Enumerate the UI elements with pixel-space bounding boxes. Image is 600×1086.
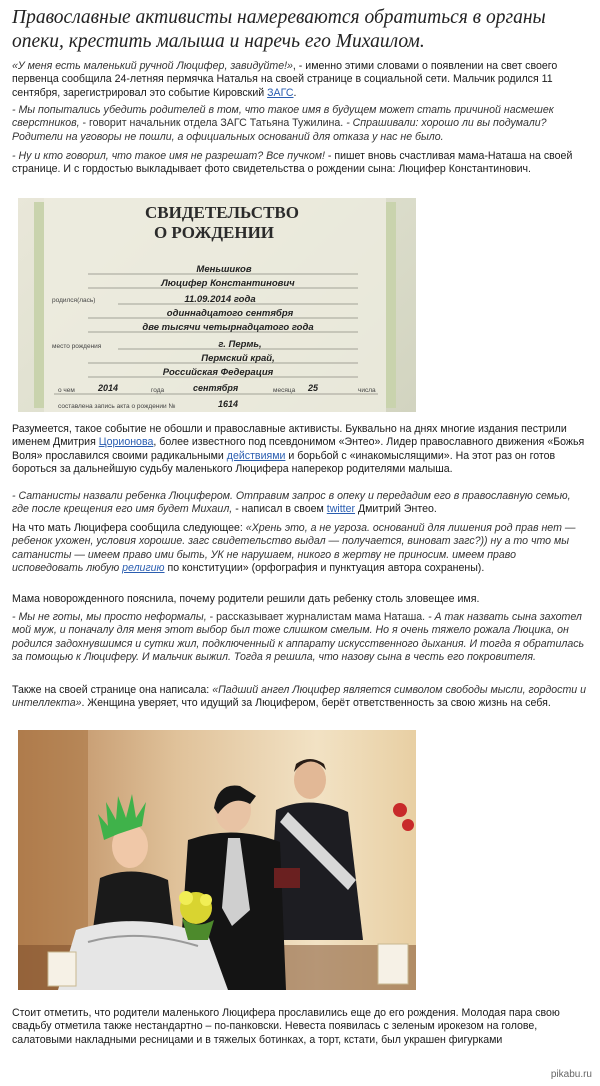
cert-date-words-1: одиннадцатого сентября <box>166 308 294 319</box>
cert-date-words-2: две тысячи четырнадцатого года <box>142 322 314 333</box>
paragraph-10: Стоит отметить, что родители маленького Люцифера прославились еще до его рождения. Молодая пара свою свадьбу отметила также нестандартно – по-панковски. Невеста появилась с зеленым ирокезом на голове, салатовыми накладными ресницами и в тяжелых ботинках, а торт, кстати, был украшен фигурками <box>12 1007 560 1046</box>
text: - написал в своем <box>232 503 327 516</box>
text: . <box>293 86 297 99</box>
quote: - Мы попытались убедить родителей в том, что такое имя в будущем может стать причиной насмешек сверстников, <box>12 104 554 130</box>
chair <box>378 944 408 984</box>
cert-born-label: родился(лась) <box>52 297 96 304</box>
cert-region: Пермский край, <box>201 353 275 364</box>
bouquet-flower <box>179 891 193 905</box>
cert-city: г. Пермь, <box>218 339 262 350</box>
cert-place-label: место рождения <box>52 343 102 350</box>
cert-day-label: числа <box>358 387 376 394</box>
chair <box>48 952 76 986</box>
wedding-photo <box>18 730 416 990</box>
text: - говорит начальник отдела ЗАГС Татьяна Тужилина. <box>82 117 347 130</box>
bouquet-flower <box>200 894 212 906</box>
paragraph-7: Мама новорожденного пояснила, почему родители решили дать ребенку столь зловещее имя. <box>12 593 480 605</box>
cert-record-day: 25 <box>308 383 319 393</box>
cert-record-month: сентября <box>193 383 239 393</box>
actions-link[interactable]: действиями <box>226 449 286 462</box>
paragraph-3 <box>12 150 587 177</box>
paragraph-4 <box>12 423 587 477</box>
quote: «Падший ангел Люцифер является символом свободы мысли, гордости и интеллекта» <box>12 684 587 710</box>
quote: - Мы не готы, мы просто неформалы, <box>12 611 210 623</box>
text: Дмитрий Энтео. <box>355 503 437 516</box>
cert-record-number: 1614 <box>218 399 239 409</box>
flower <box>402 819 414 831</box>
flower <box>393 803 407 817</box>
text: Разумеется, такое событие не обошли и православные активисты. Буквально на днях многие издания пестрили именем Дмитрия <box>12 423 567 449</box>
paragraph-6 <box>12 522 587 576</box>
cert-heading-1: СВИДЕТЕЛЬСТВО <box>145 203 299 222</box>
zags-link[interactable]: ЗАГС <box>267 86 294 99</box>
quote: - Ну и кто говорил, что такое имя не разрешат? Все пучком! <box>12 150 325 162</box>
cert-record-year: 2014 <box>98 383 119 393</box>
paragraph-1 <box>12 60 587 100</box>
quote: - Сатанисты назвали ребенка Люцифером. Отправим запрос в опеку и передадим его в православную семью, где после крещения его имя будет Михаил, <box>12 490 571 516</box>
twitter-link[interactable]: twitter <box>326 503 356 516</box>
certificate-text-layer <box>18 198 416 412</box>
quote: - Спрашивали: хорошо ли вы подумали? Родители на уговоры не пошли, а официальных оснований для отказа у нас не было. <box>12 117 547 143</box>
quote: «Хрень это, а не угроза. оснований для лишения род прав нет — ребенок ухожен, условия хорошие. загс свидетельство выдал — получается, виноват загс?)) ну а то что мы сатанисты — имеем право ими быть, УК не нарушаем, никого в жертву не приносим. имеем право исповедовать любую <box>12 522 576 575</box>
cert-country: Российская Федерация <box>162 367 274 378</box>
cert-year-label: года <box>151 387 165 394</box>
cert-surname: Меньшиков <box>196 264 252 275</box>
paragraph-9 <box>12 684 587 711</box>
text: - рассказывает журналистам мама Наташа. <box>209 611 429 623</box>
tsorionov-link[interactable]: Цорионова <box>98 436 154 449</box>
cert-o-label: о чем <box>58 387 75 394</box>
birth-certificate-image <box>18 198 416 412</box>
site-watermark: pikabu.ru <box>550 1069 592 1080</box>
cert-month-label: месяца <box>273 387 296 394</box>
quote: «У меня есть маленький ручной Люцифер, завидуйте!» <box>12 60 293 72</box>
text: . Женщина уверяет, что идущий за Люцифером, берёт ответственность за свою жизнь на себя. <box>81 697 551 710</box>
text: по конституции» (орфография и пунктуация автора сохранены). <box>164 562 485 575</box>
quote: - А так назвать сына захотел мой муж, и поначалу для меня этот выбор был тоже слишком смелым. Но я очень тяжело рожала Люцика, он родился задохнувшимся и сутки жил, подключенный к аппарату искусственного дыхания. И тогда я обратилась за помощью к Люциферу. И мальчик выжил. Тогда я решила, что назову сына в честь его покровителя. <box>12 611 585 664</box>
wedding-scene <box>18 730 416 990</box>
article-title: Православные активисты намереваются обратиться в органы опеки, крестить малыша и наречь его Михаилом. <box>12 7 546 52</box>
cert-date: 11.09.2014 года <box>184 294 256 305</box>
paragraph-5 <box>12 490 587 517</box>
text: , - именно этими словами о появлении на свет своего первенца сообщила 24-летняя пермячка Наталья на своей странице в социальной сети. Мальчик родился 11 сентября, зарегистрировал это событие Кировский <box>12 60 558 99</box>
passport <box>274 868 300 888</box>
text: На что мать Люцифера сообщила следующее: <box>12 522 246 534</box>
text: Также на своей странице она написала: <box>12 684 213 696</box>
cert-record-label: составлена запись акта о рождении № <box>58 403 176 410</box>
text: , более известного под псевдонимом «Энтео». Лидер православного движения «Божья Воля» прославился своими радикальными <box>12 436 585 462</box>
cert-name: Люцифер Константинович <box>161 278 295 289</box>
cert-heading-2: О РОЖДЕНИИ <box>153 223 275 242</box>
text: - пишет вновь счастливая мама-Наташа на своей странице. И с гордостью выкладывает фото свидетельства о рождении сына: Люцифер Константинович. <box>12 150 573 176</box>
paragraph-2 <box>12 104 587 144</box>
paragraph-8 <box>12 611 587 665</box>
religion-link[interactable]: религию <box>122 562 165 575</box>
text: и борьбой с «инакомыслящими». На этот раз он готов бороться за дальнейшую судьбу маленького Люцифера наперекор родителями малыша. <box>12 449 556 476</box>
